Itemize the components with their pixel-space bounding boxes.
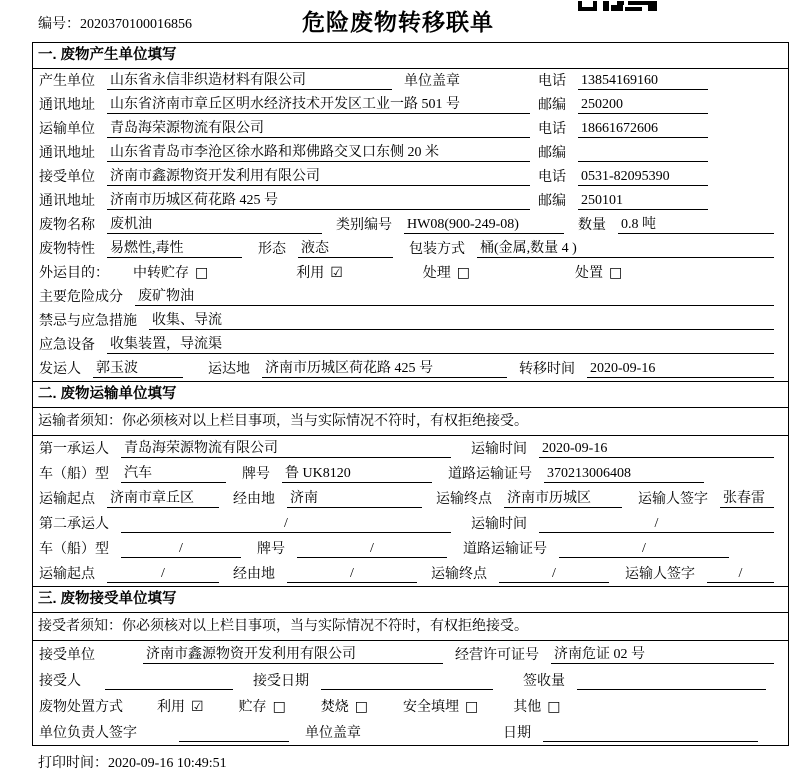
section-receiver: [33, 586, 788, 745]
receiver-zip-field: [538, 190, 782, 210]
phone-label: 电话: [538, 170, 566, 185]
waste-traits-row: [33, 237, 788, 261]
producer-value: 山东省永信非织造材料有限公司: [107, 69, 392, 90]
doc-number-value: 2020370100016856: [80, 17, 192, 32]
receiver-label: 接受单位: [39, 170, 95, 185]
option-utilize-label: 利用: [296, 266, 325, 281]
route2-sign-value: /: [707, 566, 774, 583]
waste-traits-label: 废物特性: [39, 242, 95, 257]
vehicle1-type-value: 汽车: [121, 462, 226, 483]
carrier1-label: 第一承运人: [39, 442, 109, 457]
transfer-time-label: 转移时间: [519, 362, 575, 377]
quantity-label: 数量: [578, 218, 606, 233]
vehicle2-row: [33, 536, 788, 561]
receiver-value: 济南市鑫源物资开发利用有限公司: [107, 165, 530, 186]
form-value: 液态: [298, 237, 393, 258]
option-other: [513, 696, 560, 716]
address-label: 通讯地址: [39, 146, 95, 161]
carrier2-row: [33, 511, 788, 536]
quantity-value: 0.8 吨: [618, 213, 774, 234]
carrier2-time-value: /: [539, 516, 774, 533]
disposal-method-row: [33, 693, 788, 719]
form-label: 形态: [258, 242, 286, 257]
route2-row: [33, 561, 788, 586]
page-title: 危险废物转移联单: [302, 9, 494, 35]
incinerate-checkbox: □: [354, 699, 369, 715]
transporter-label: 运输单位: [39, 122, 95, 137]
category-code-label: 类别编号: [336, 218, 392, 233]
waste-name-row: [33, 213, 788, 237]
signoff-row: [33, 719, 788, 745]
option-landfill-label: 安全填埋: [403, 700, 460, 715]
road-permit-label: 道路运输证号: [448, 467, 532, 482]
transport-time-label: 运输时间: [471, 442, 527, 457]
route2-end-value: /: [499, 566, 609, 583]
receiver-address-row: [33, 189, 788, 213]
phone-label: 电话: [538, 122, 566, 137]
option-dispose-label: 处置: [575, 266, 604, 281]
packing-value: 桶(金属,数量 4 ): [477, 237, 774, 258]
producer-row: [33, 69, 788, 93]
option-treat: [423, 262, 470, 282]
option-dispose: [575, 262, 622, 282]
receiver-row: [33, 165, 788, 189]
accepting-unit-value: 济南市鑫源物资开发利用有限公司: [143, 643, 443, 664]
date-value: [543, 725, 758, 742]
option-utilize: [296, 262, 343, 282]
plate-label: 牌号: [242, 467, 270, 482]
acceptor-label: 接受人: [39, 674, 81, 689]
waste-name-label: 废物名称: [39, 218, 95, 233]
transfer-storage-checkbox: □: [195, 265, 209, 281]
transporter-zip-value: [578, 145, 708, 162]
producer-zip-value: 250200: [578, 97, 708, 114]
vehicle-type-label: 车（船）型: [39, 467, 109, 482]
route1-via-value: 济南: [287, 487, 422, 508]
transporter-zip-field: [538, 142, 782, 162]
route2-start-value: /: [107, 566, 219, 583]
vehicle1-row: [33, 461, 788, 486]
zip-label: 邮编: [538, 146, 566, 161]
section-transporter-header: 二. 废物运输单位填写: [33, 382, 788, 408]
shipper-row: [33, 357, 788, 381]
route-start-label: 运输起点: [39, 567, 95, 582]
producer-label: 产生单位: [39, 74, 95, 89]
responsible-sign-value: [179, 725, 289, 742]
hazard-components-row: [33, 285, 788, 309]
option-treat-label: 处理: [422, 266, 451, 281]
transporter-sign-label: 运输人签字: [625, 567, 695, 582]
section-producer: [33, 43, 788, 381]
unit-seal-label: 单位盖章: [305, 726, 361, 741]
option-transfer-storage-label: 中转贮存: [133, 266, 189, 281]
emergency-measures-value: 收集、导流: [149, 309, 774, 330]
transfer-time-value: 2020-09-16: [587, 361, 774, 378]
hazard-components-value: 废矿物油: [135, 285, 774, 306]
section-producer-header: 一. 废物产生单位填写: [33, 43, 788, 69]
vehicle1-plate-value: 鲁 UK8120: [282, 462, 432, 483]
emergency-equipment-row: [33, 333, 788, 357]
packing-label: 包装方式: [409, 242, 465, 257]
transporter-sign-label: 运输人签字: [638, 492, 708, 507]
zip-label: 邮编: [538, 194, 566, 209]
vehicle1-permit-value: 370213006408: [544, 466, 704, 483]
category-code-value: HW08(900-249-08): [404, 217, 564, 234]
shipper-value: 郭玉波: [93, 357, 183, 378]
store-checkbox: □: [272, 699, 286, 715]
doc-number-label: 编号：: [38, 17, 80, 32]
shipper-label: 发运人: [39, 362, 81, 377]
carrier1-value: 青岛海荣源物流有限公司: [121, 437, 451, 458]
document-header: [0, 0, 796, 42]
carrier2-value: /: [121, 516, 451, 533]
route-end-label: 运输终点: [436, 492, 492, 507]
plate-label: 牌号: [257, 542, 285, 557]
transporter-row: [33, 117, 788, 141]
producer-zip-field: [538, 94, 782, 114]
transport-time-label: 运输时间: [471, 517, 527, 532]
route-end-label: 运输终点: [431, 567, 487, 582]
transporter-address-value: 山东省青岛市李沧区徐水路和郑佛路交叉口东侧 20 米: [107, 141, 530, 162]
route1-sign-value: 张春雷: [720, 487, 774, 508]
route-via-label: 经由地: [233, 492, 275, 507]
treat-checkbox: □: [456, 265, 471, 281]
license-value: 济南危证 02 号: [551, 643, 774, 664]
vehicle2-type-value: /: [121, 541, 241, 558]
print-time: [38, 752, 796, 772]
receiver-notice: 接受者须知：你必须核对以上栏目事项，当与实际情况不符时，有权拒绝接受。: [33, 613, 788, 641]
responsible-sign-label: 单位负责人签字: [39, 726, 137, 741]
other-checkbox: □: [547, 699, 561, 715]
accepting-unit-label: 接受单位: [39, 648, 95, 663]
disposal-method-label: 废物处置方式: [39, 700, 123, 715]
carrier1-row: [33, 436, 788, 461]
producer-phone-field: [538, 70, 782, 90]
road-permit-label: 道路运输证号: [463, 542, 547, 557]
route-start-label: 运输起点: [39, 492, 95, 507]
producer-phone-value: 13854169160: [578, 73, 708, 90]
unit-seal-label: 单位盖章: [404, 74, 460, 89]
emergency-equipment-label: 应急设备: [39, 338, 95, 353]
landfill-checkbox: □: [465, 699, 479, 715]
option-utilize-label: 利用: [157, 700, 185, 715]
receiver-phone-field: [538, 166, 782, 186]
phone-label: 电话: [538, 74, 566, 89]
producer-address-value: 山东省济南市章丘区明水经济技术开发区工业一路 501 号: [107, 93, 530, 114]
acceptor-value: [105, 673, 233, 690]
section-receiver-header: 三. 废物接受单位填写: [33, 587, 788, 613]
address-label: 通讯地址: [39, 194, 95, 209]
acceptor-row: [33, 667, 788, 693]
option-transfer-storage: [133, 262, 208, 282]
vehicle2-plate-value: /: [297, 541, 447, 558]
option-incinerate-label: 焚烧: [320, 700, 349, 715]
print-time-value: 2020-09-16 10:49:51: [108, 756, 227, 771]
route1-start-value: 济南市章丘区: [107, 487, 219, 508]
hazard-components-label: 主要危险成分: [39, 290, 123, 305]
emergency-measures-row: [33, 309, 788, 333]
waste-traits-value: 易燃性,毒性: [107, 237, 242, 258]
date-label: 日期: [503, 726, 531, 741]
dispose-checkbox: □: [609, 265, 623, 281]
option-store-label: 贮存: [238, 700, 267, 715]
option-store: [239, 696, 286, 716]
print-time-label: 打印时间：: [38, 756, 108, 771]
transporter-address-row: [33, 141, 788, 165]
utilize-checkbox: ☑: [330, 265, 343, 281]
signed-quantity-label: 签收量: [523, 674, 565, 689]
transfer-purpose-row: [33, 261, 788, 285]
transporter-phone-value: 18661672606: [578, 121, 708, 138]
option-other-label: 其他: [513, 700, 542, 715]
carrier1-time-value: 2020-09-16: [539, 441, 774, 458]
address-label: 通讯地址: [39, 98, 95, 113]
emergency-equipment-value: 收集装置，导流渠: [107, 333, 774, 354]
producer-address-row: [33, 93, 788, 117]
transfer-purpose-label: 外运目的：: [39, 266, 109, 281]
route1-end-value: 济南市历城区: [504, 487, 622, 508]
accept-date-value: [321, 673, 493, 690]
option-utilize: [157, 696, 204, 716]
transporter-value: 青岛海荣源物流有限公司: [107, 117, 530, 138]
destination-value: 济南市历城区荷花路 425 号: [262, 357, 507, 378]
receiver-address-value: 济南市历城区荷花路 425 号: [107, 189, 530, 210]
accepting-unit-row: [33, 641, 788, 667]
vehicle-type-label: 车（船）型: [39, 542, 109, 557]
qr-code-fragment: [578, 0, 658, 16]
route-via-label: 经由地: [233, 567, 275, 582]
emergency-measures-label: 禁忌与应急措施: [39, 314, 137, 329]
section-transporter: [33, 381, 788, 586]
receiver-phone-value: 0531-82095390: [578, 169, 708, 186]
carrier2-label: 第二承运人: [39, 517, 109, 532]
accept-date-label: 接受日期: [253, 674, 309, 689]
transporter-notice: 运输者须知：你必须核对以上栏目事项，当与实际情况不符时，有权拒绝接受。: [33, 408, 788, 436]
option-landfill: [403, 696, 478, 716]
waste-name-value: 废机油: [107, 213, 322, 234]
vehicle2-permit-value: /: [559, 541, 729, 558]
license-label: 经营许可证号: [455, 648, 539, 663]
transporter-phone-field: [538, 118, 782, 138]
utilize-checkbox: ☑: [191, 699, 204, 715]
signed-quantity-value: [577, 673, 766, 690]
zip-label: 邮编: [538, 98, 566, 113]
route1-row: [33, 486, 788, 511]
route2-via-value: /: [287, 566, 417, 583]
manifest-form: [32, 42, 789, 746]
destination-label: 运达地: [208, 362, 250, 377]
receiver-zip-value: 250101: [578, 193, 708, 210]
option-incinerate: [321, 696, 368, 716]
